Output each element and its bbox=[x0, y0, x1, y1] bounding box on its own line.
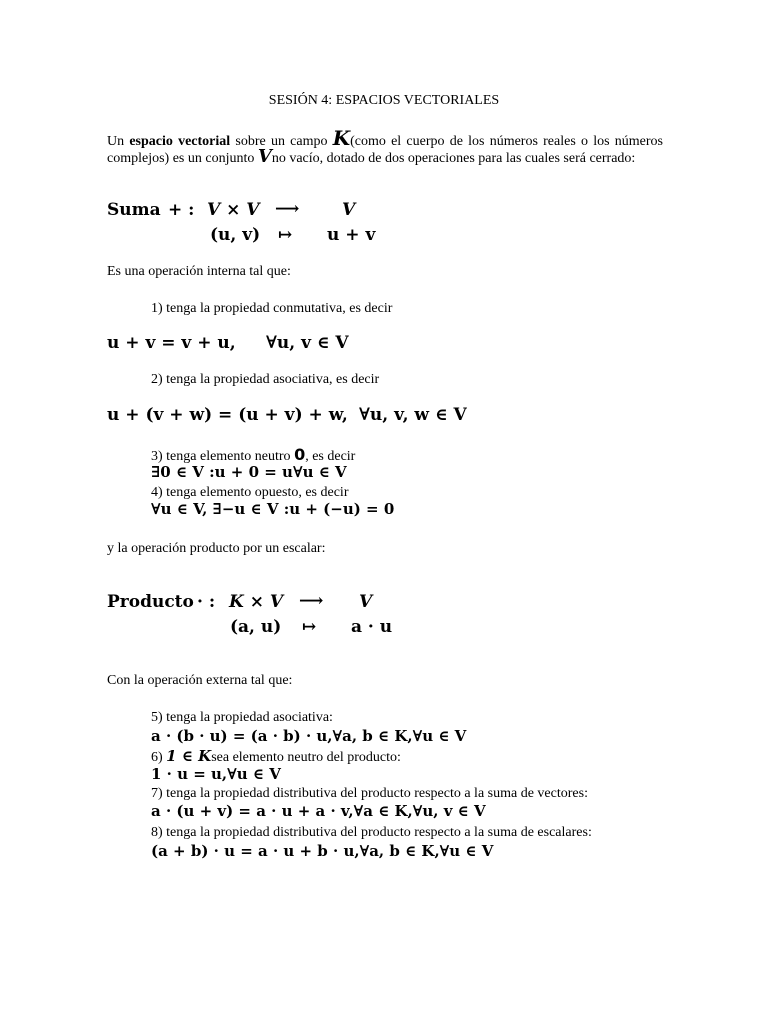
suma-mapsto: ↦ bbox=[278, 225, 293, 245]
suma-result: u + v bbox=[327, 225, 376, 245]
field-symbol: K bbox=[332, 126, 351, 150]
prop1-quantifier: ∀u, v ∈ V bbox=[266, 333, 349, 353]
prop4-text: 4) tenga elemento opuesto, es decir bbox=[151, 485, 349, 500]
set-symbol: V bbox=[257, 146, 272, 167]
producto-label: Producto bbox=[107, 592, 194, 612]
prop5-text: 5) tenga la propiedad asociativa: bbox=[151, 710, 333, 725]
scalar-product-text: y la operación producto por un escalar: bbox=[107, 541, 326, 556]
intro-term: espacio vectorial bbox=[129, 134, 231, 149]
prop6-num: 6) bbox=[151, 750, 167, 765]
prop3-text-b: , es decir bbox=[305, 449, 356, 464]
internal-operation-text: Es una operación interna tal que: bbox=[107, 264, 291, 279]
prop6-formula: 1 · u = u,∀u ∈ V bbox=[151, 765, 281, 783]
suma-domain: V × V bbox=[207, 200, 260, 220]
prop3-formula: ∃0 ∈ V :u + 0 = u∀u ∈ V bbox=[151, 463, 347, 481]
external-operation-text: Con la operación externa tal que: bbox=[107, 673, 293, 688]
prop1-text: 1) tenga la propiedad conmutativa, es decir bbox=[151, 301, 393, 316]
prop2-quantifier: ∀u, v, w ∈ V bbox=[359, 405, 467, 425]
prop6-text bbox=[151, 748, 401, 766]
producto-result: a · u bbox=[351, 617, 393, 637]
prop2-text: 2) tenga la propiedad asociativa, es decir bbox=[151, 372, 380, 387]
suma-arrow: ⟶ bbox=[275, 199, 300, 219]
intro-paragraph bbox=[107, 126, 663, 167]
prop6-symbol: 1 ∈ K bbox=[166, 747, 212, 765]
producto-operator: · : bbox=[197, 592, 216, 612]
prop7-formula: a · (u + v) = a · u + a · v,∀a ∈ K,∀u, v ∈ V bbox=[151, 802, 486, 820]
producto-domain: K × V bbox=[229, 592, 284, 612]
prop7-text: 7) tenga la propiedad distributiva del producto respecto a la suma de vectores: bbox=[151, 786, 588, 801]
producto-pair: (a, u) bbox=[230, 617, 282, 637]
prop2-formula: u + (v + w) = (u + v) + w, bbox=[107, 405, 348, 425]
prop6-desc: sea elemento neutro del producto: bbox=[211, 750, 401, 765]
prop4-formula: ∀u ∈ V, ∃−u ∈ V :u + (−u) = 0 bbox=[151, 500, 395, 518]
page-title: SESIÓN 4: ESPACIOS VECTORIALES bbox=[268, 93, 500, 108]
intro-text-4: no vacío, dotado de dos operaciones para las cuales será cerrado: bbox=[271, 151, 636, 166]
producto-mapsto: ↦ bbox=[302, 617, 317, 637]
producto-codomain: V bbox=[359, 592, 373, 612]
prop3-text-a: 3) tenga elemento neutro bbox=[151, 449, 295, 464]
suma-codomain: V bbox=[342, 200, 356, 220]
prop1-formula: u + v = v + u, bbox=[107, 333, 236, 353]
suma-label: Suma bbox=[107, 200, 161, 220]
producto-arrow: ⟶ bbox=[299, 591, 324, 611]
intro-text-3: (como el cuerpo de los números reales o los números complejos) es un conjunto bbox=[107, 134, 663, 166]
intro-text-2: sobre un campo bbox=[230, 134, 333, 149]
suma-pair: (u, v) bbox=[210, 225, 261, 245]
neutral-zero-symbol: 0 bbox=[294, 445, 306, 464]
prop8-text: 8) tenga la propiedad distributiva del producto respecto a la suma de escalares: bbox=[151, 825, 592, 840]
prop8-formula: (a + b) · u = a · u + b · u,∀a, b ∈ K,∀u ∈ V bbox=[151, 842, 494, 860]
suma-operator: + : bbox=[168, 200, 195, 220]
prop5-formula: a · (b · u) = (a · b) · u,∀a, b ∈ K,∀u ∈ V bbox=[151, 727, 467, 745]
intro-text-1: Un bbox=[107, 134, 130, 149]
